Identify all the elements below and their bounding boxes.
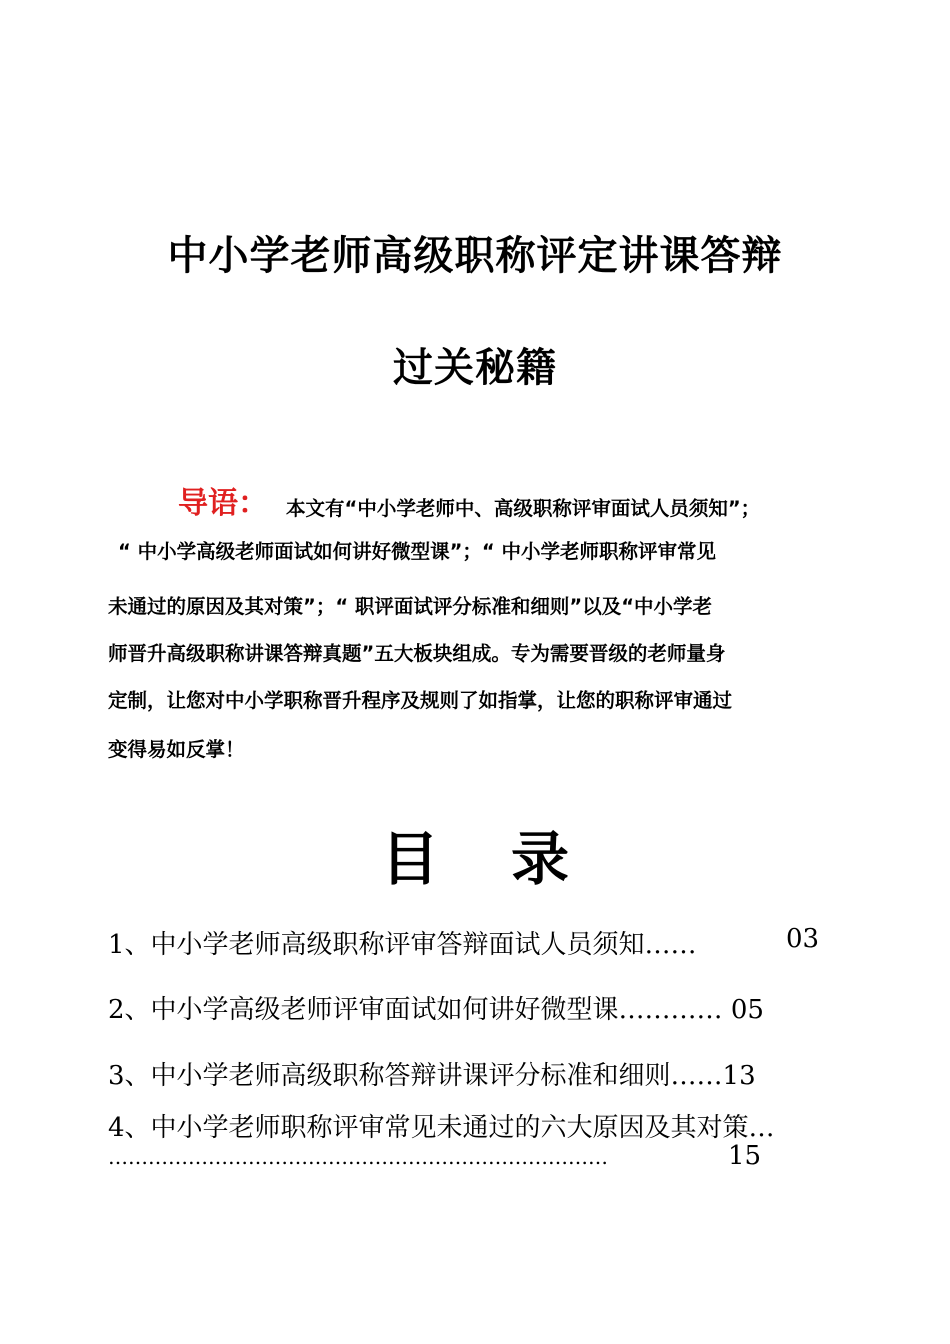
toc-item-page-number: 15: [728, 1141, 762, 1171]
document-title-line-2: 过关秘籍: [393, 345, 557, 391]
intro-line-3: 未通过的原因及其对策”；“ 职评面试评分标准和细则”以及“中小学老: [108, 595, 713, 618]
toc-item-3[interactable]: [108, 1055, 756, 1092]
toc-item-leader-dots: …………………………………………………………………: [108, 1145, 608, 1169]
toc-item-text: 3、中小学老师高级职称答辩讲课评分标准和细则……: [108, 1061, 723, 1091]
intro-line-5: 定制，让您对中小学职称晋升程序及规则了如指掌，让您的职称评审通过: [108, 689, 733, 712]
toc-heading: [0, 812, 950, 896]
toc-heading-char-1: 目: [380, 825, 439, 893]
intro-line-2: “ 中小学高级老师面试如何讲好微型课”；“ 中小学老师职称评审常见: [118, 540, 717, 563]
toc-item-page-number: 05: [730, 995, 764, 1025]
toc-item-2[interactable]: [108, 989, 764, 1026]
intro-line-4: 师晋升高级职称讲课答辩真题”五大板块组成。专为需要晋级的老师量身: [108, 642, 726, 665]
intro-line-6: 变得易如反掌！: [108, 738, 245, 761]
toc-item-4-continuation[interactable]: [108, 1141, 762, 1171]
toc-heading-char-2: 录: [511, 825, 570, 893]
intro-line-1: 本文有“中小学老师中、高级职称评审面试人员须知”；: [286, 497, 761, 520]
toc-item-text: 4、中小学老师职称评审常见未通过的六大原因及其对策…: [108, 1113, 775, 1143]
toc-item-page-number: 13: [722, 1061, 756, 1091]
intro-lead-label: 导语：: [178, 486, 268, 521]
toc-item-1[interactable]: [108, 924, 820, 961]
toc-item-page-number: 03: [786, 924, 820, 954]
toc-item-text: 2、中小学高级老师评审面试如何讲好微型课…………: [108, 995, 723, 1025]
toc-item-text: 1、中小学老师高级职称评审答辩面试人员须知……: [108, 930, 697, 960]
document-title-line-1: 中小学老师高级职称评定讲课答辩: [167, 233, 783, 279]
toc-item-4[interactable]: [108, 1107, 775, 1144]
